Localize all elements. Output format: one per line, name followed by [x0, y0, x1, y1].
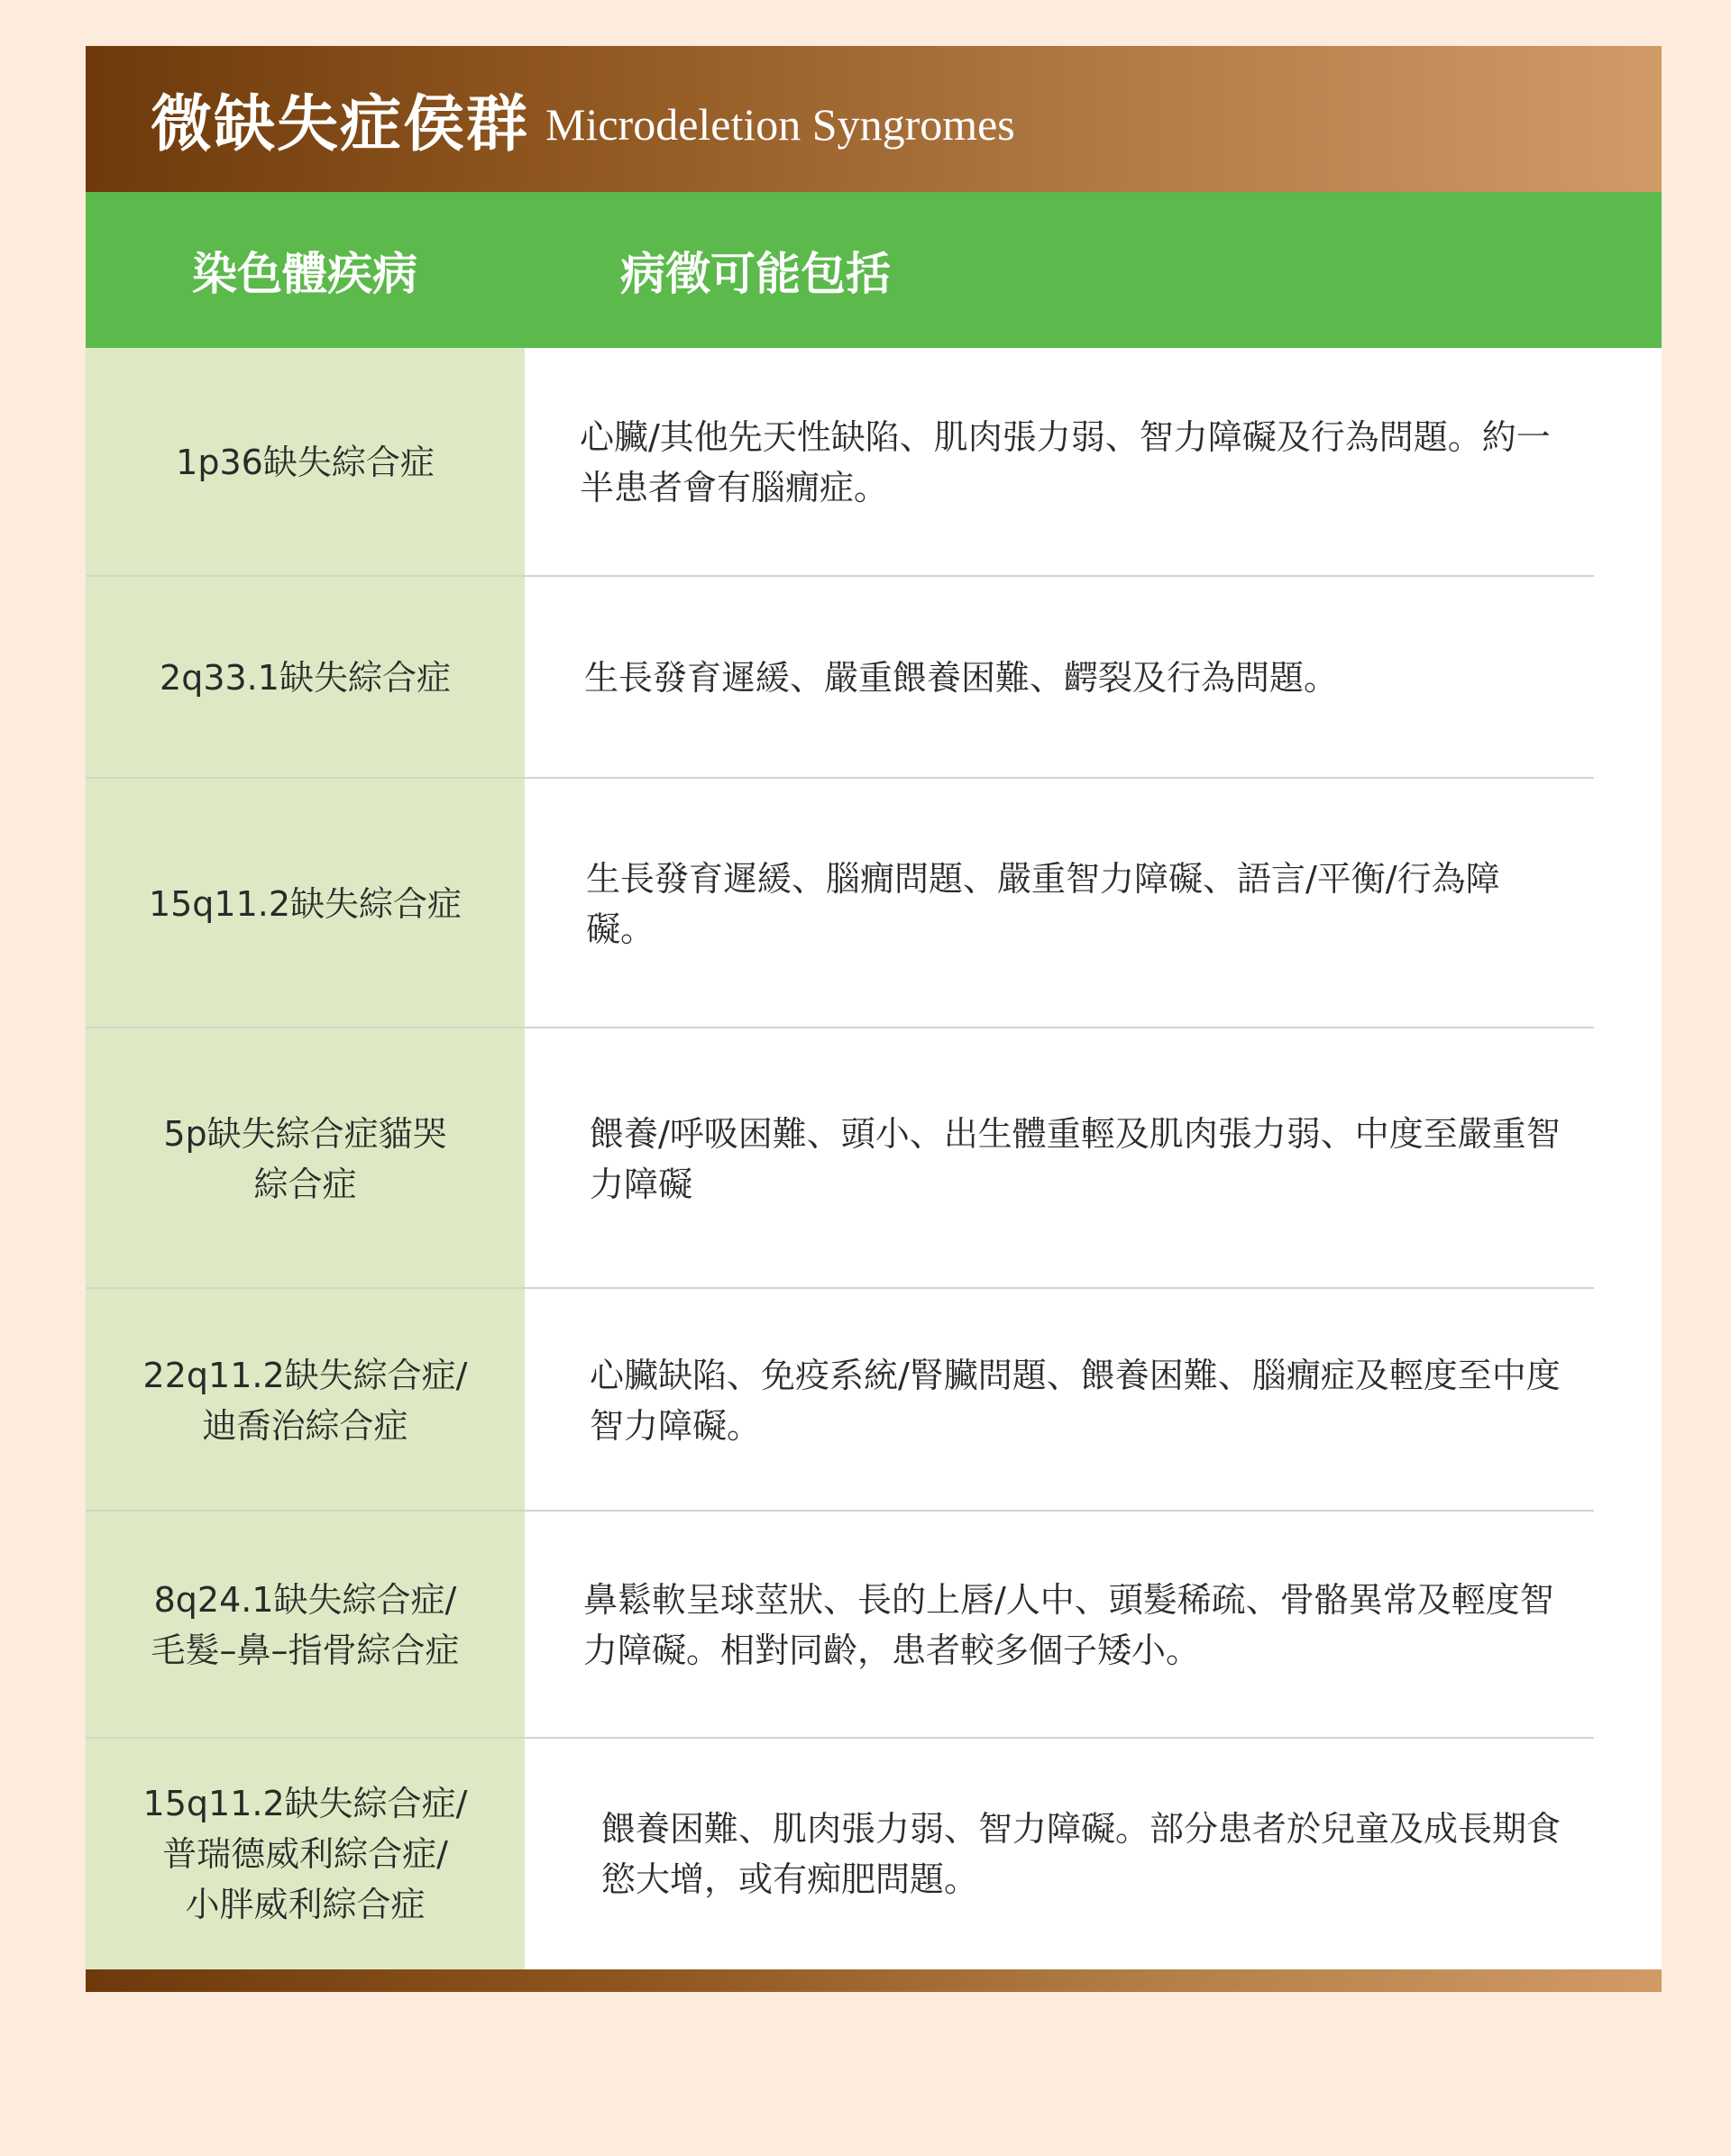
- symptom-text: 餵養困難、肌肉張力弱、智力障礙。部分患者於兒童及成長期食慾大增，或有痴肥問題。: [601, 1809, 1562, 1899]
- table-row: [86, 1512, 1594, 1739]
- disease-name: 5p缺失綜合症貓哭 綜合症: [163, 1113, 447, 1204]
- syndrome-table-card: [86, 46, 1662, 1992]
- header-symptoms: 病徵可能包括: [620, 247, 891, 300]
- title-chinese: 微缺失症侯群: [151, 87, 530, 160]
- table-row: [86, 1289, 1594, 1512]
- symptom-text: 餵養/呼吸困難、頭小、出生體重輕及肌肉張力弱、中度至嚴重智力障礙: [590, 1113, 1561, 1204]
- symptom-text: 鼻鬆軟呈球莖狀、長的上唇/人中、頭髮稀疏、骨骼異常及輕度智力障礙。相對同齡，患者較多個子矮小。: [583, 1580, 1554, 1670]
- header-disease: 染色體疾病: [192, 247, 417, 300]
- disease-name: 2q33.1缺失綜合症: [160, 658, 451, 698]
- table-row: [86, 1028, 1594, 1289]
- table-row: [86, 779, 1594, 1028]
- symptom-text: 生長發育遲緩、嚴重餵養困難、齶裂及行為問題。: [584, 658, 1339, 698]
- table-row: [86, 348, 1594, 577]
- table-row: [86, 1739, 1594, 1969]
- table-row: [86, 577, 1594, 779]
- table-header: [86, 192, 1662, 348]
- symptom-text: 心臟缺陷、免疫系統/腎臟問題、餵養困難、腦癇症及輕度至中度智力障礙。: [590, 1355, 1561, 1446]
- disease-name: 1p36缺失綜合症: [176, 443, 435, 482]
- disease-name: 15q11.2缺失綜合症/ 普瑞德威利綜合症/ 小胖威利綜合症: [142, 1784, 468, 1924]
- disease-name: 15q11.2缺失綜合症: [148, 883, 463, 924]
- title-bar: [86, 46, 1662, 192]
- symptom-text: 生長發育遲緩、腦癇問題、嚴重智力障礙、語言/平衡/行為障礙。: [586, 858, 1500, 949]
- symptom-text: 心臟/其他先天性缺陷、肌肉張力弱、智力障礙及行為問題。約一半患者會有腦癇症。: [580, 417, 1551, 507]
- disease-name: 8q24.1缺失綜合症/ 毛髮–鼻–指骨綜合症: [151, 1580, 460, 1670]
- title-english: Microdeletion Syngromes: [545, 99, 1015, 150]
- disease-name: 22q11.2缺失綜合症/ 迪喬治綜合症: [142, 1355, 468, 1446]
- bottom-accent-bar: [86, 1969, 1662, 1992]
